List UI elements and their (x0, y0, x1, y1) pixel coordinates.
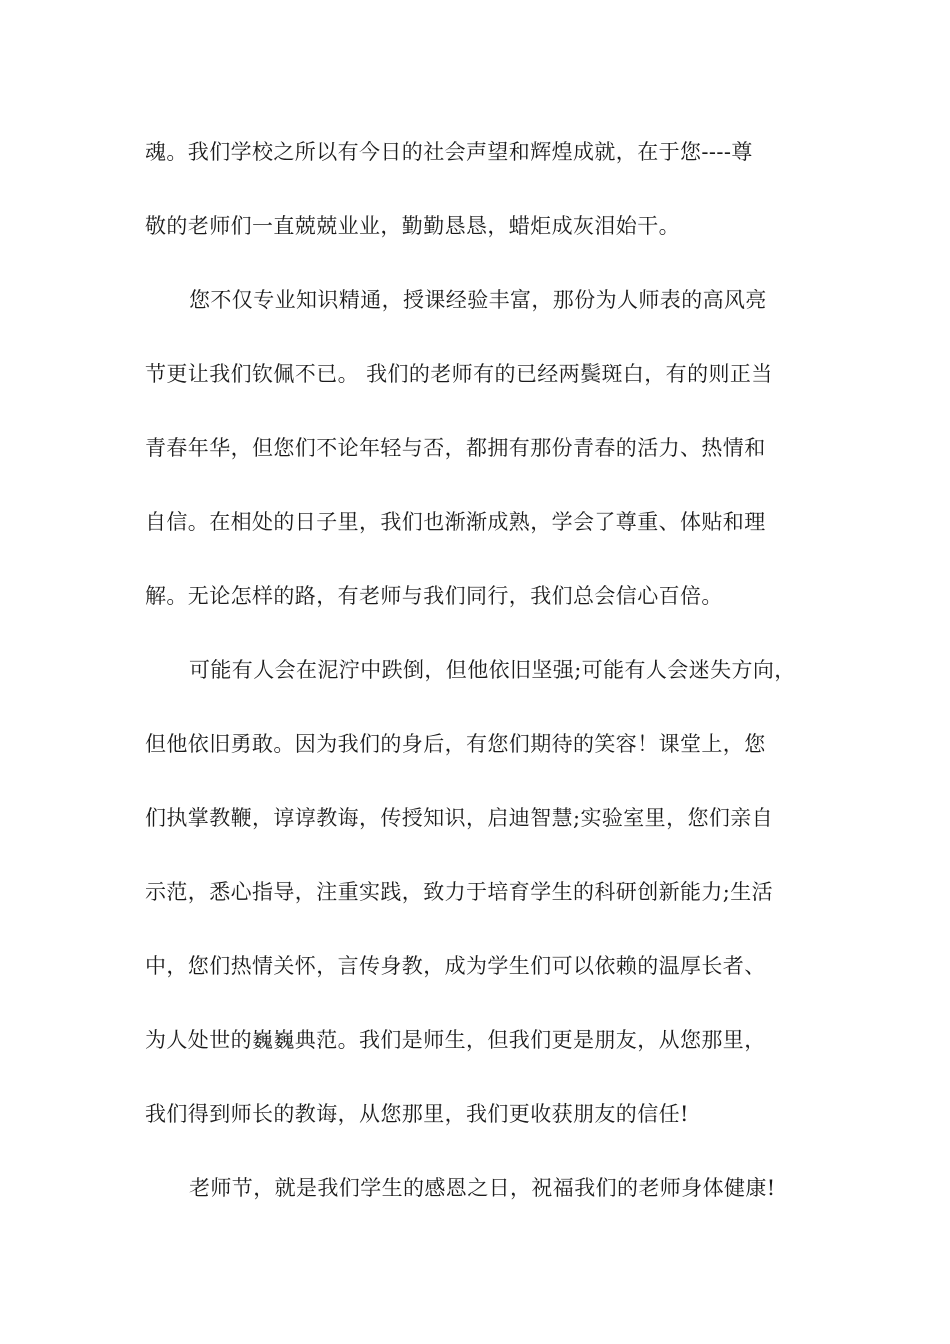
text-line: 们执掌教鞭，谆谆教诲，传授知识，启迪智慧;实验室里，您们亲自 (145, 806, 774, 830)
text-line: 节更让我们钦佩不已。 我们的老师有的已经两鬓斑白，有的则正当 (145, 362, 773, 386)
paragraph-start-line: 可能有人会在泥泞中跌倒，但他依旧坚强;可能有人会迷失方向， (189, 658, 796, 682)
paragraph-start-line: 您不仅专业知识精通，授课经验丰富，那份为人师表的高风亮 (189, 288, 767, 312)
text-line: 我们得到师长的教诲，从您那里，我们更收获朋友的信任! (145, 1102, 689, 1126)
text-line: 敬的老师们一直兢兢业业，勤勤恳恳，蜡炬成灰泪始干。 (145, 214, 680, 238)
text-line: 示范，悉心指导，注重实践，致力于培育学生的科研创新能力;生活 (145, 880, 774, 904)
document-body (145, 130, 825, 1240)
paragraph-start-line: 老师节，就是我们学生的感恩之日，祝福我们的老师身体健康! (189, 1176, 776, 1200)
text-line: 自信。在相处的日子里，我们也渐渐成熟，学会了尊重、体贴和理 (145, 510, 766, 534)
text-line: 解。无论怎样的路，有老师与我们同行，我们总会信心百倍。 (145, 584, 723, 608)
text-line: 为人处世的巍巍典范。我们是师生，但我们更是朋友，从您那里， (145, 1028, 766, 1052)
text-line: 中，您们热情关怀，言传身教，成为学生们可以依赖的温厚长者、 (145, 954, 766, 978)
text-line: 魂。我们学校之所以有今日的社会声望和辉煌成就，在于您----尊 (145, 140, 753, 164)
text-line: 但他依旧勇敢。因为我们的身后，有您们期待的笑容！课堂上，您 (145, 732, 766, 756)
text-line: 青春年华，但您们不论年轻与否，都拥有那份青春的活力、热情和 (145, 436, 766, 460)
